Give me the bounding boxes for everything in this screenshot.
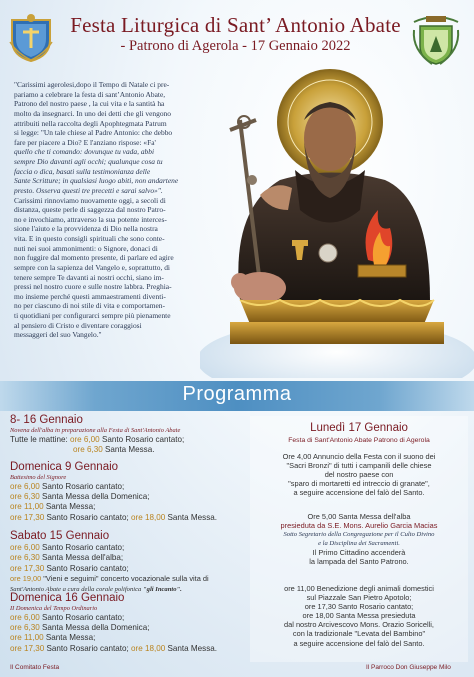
intro-line: Sante Scritture; in qualsiasi luogo abiti, non andartene: [14, 176, 179, 186]
intro-line: pariamo a celebrare la festa di sant’Antonio Abate,: [14, 89, 166, 99]
schedule-line: Sant'Antonio Abate a cura della corale polifonica "gli Incanto".: [10, 585, 182, 593]
intro-line: tenere sempre Te davanti ai nostri occhi, siano im-: [14, 272, 164, 282]
schedule-line: Tutte le mattine: ore 6,00 Santo Rosario cantato;: [10, 434, 185, 444]
paragraph-line: dal nostro Arcivescovo Mons. Orazio Soricelli,: [284, 620, 434, 630]
block-heading: Sabato 15 Gennaio: [10, 530, 110, 542]
schedule-line: ore 17,30 Santo Rosario cantato;: [10, 563, 129, 573]
schedule-line: ore 6,00 Santo Rosario cantato;: [10, 612, 125, 622]
paragraph-line: la lampada del Santo Patrono.: [309, 557, 409, 567]
block-heading: Domenica 16 Gennaio: [10, 592, 125, 604]
intro-line: mo insieme perché questi ammaestramenti diventi-: [14, 291, 166, 301]
intro-line: no per ciascuno di noi stile di vita e comportamen-: [14, 301, 165, 311]
intro-line: "Carissimi agerolesi,dopo il Tempo di Natale ci pre-: [14, 80, 170, 89]
schedule-line: ore 19,00 "Vieni e seguimi" concerto vocazionale sulla vita di: [10, 574, 209, 584]
block-note: Battesimo del Signore: [10, 474, 67, 481]
paragraph-line: Ore 4,00 Annuncio della Festa con il suono dei: [282, 452, 436, 461]
paragraph-line: Ore 5,00 Santa Messa dell'alba: [307, 512, 411, 521]
intro-line: presto. Osserva questi tre precetti e sarai salvo»".: [14, 185, 163, 195]
paragraph-line: "Sacri Bronzi" di tutti i campanili delle chiese: [286, 461, 432, 471]
feast-paragraph-dawn-mass: [250, 512, 468, 567]
intro-line: fare per piacere a Dio? E l'anziano rispose: «Fa': [14, 137, 156, 147]
intro-line: pressi nel nostro cuore e sulle nostre labbra. Preghia-: [14, 282, 172, 292]
schedule-line: ore 6,00 Santo Rosario cantato;: [10, 481, 125, 491]
intro-line: attribuiti nella raccolta degli Apophtegmata Patrum: [14, 118, 167, 128]
saint-anthony-statue-image: [200, 60, 474, 378]
block-note: Novena dell'alba in preparazione alla Festa di Sant'Antonio Abate: [10, 427, 181, 434]
schedule-line: ore 6,30 Santa Messa dell'alba;: [10, 553, 124, 563]
schedule-block-jan15: [10, 530, 260, 595]
paragraph-line: e la Disciplina dei Sacramenti.: [318, 540, 400, 548]
feast-paragraph-morning: [250, 452, 468, 497]
intro-line: Patrono del nostro paese , la cui vita e la santità ha: [14, 99, 165, 109]
intro-line: Carissimi rinnoviamo nuovamente oggi, a secoli di: [14, 195, 166, 205]
intro-line: al pensiero di Cristo e diventare coraggiosi: [14, 320, 142, 330]
intro-line: faccia o dica, basati sulla testimonianza delle: [14, 166, 151, 176]
block-heading: 8- 16 Gennaio: [10, 414, 83, 426]
paragraph-line: Sotto Segretario della Congregazione per il Culto Divino: [283, 531, 435, 539]
intro-line: distanza, queste perle di saggezza dal nostro Patro-: [14, 205, 166, 215]
schedule-line: ore 11,00 Santa Messa;: [10, 633, 96, 643]
intro-text: [14, 80, 204, 370]
schedule-line: ore 11,00 Santa Messa;: [10, 502, 96, 512]
paragraph-line: sul Piazzale San Pietro Apotolo;: [306, 593, 412, 603]
paragraph-line: ore 11,00 Benedizione degli animali domestici: [284, 584, 434, 593]
footer-parish-priest: Il Parroco Don Giuseppe Milo: [366, 664, 451, 671]
paragraph-line: con la tradizionale "Levata del Bambino": [292, 629, 426, 639]
intro-line: nuti nei suoi ammonimenti: o Signore, donaci di: [14, 243, 158, 253]
intro-line: vita. E in questo consigli spirituali che sono conte-: [14, 234, 165, 243]
intro-line: sempre con la sapienza del Vangelo e, soprattutto, di: [14, 262, 171, 272]
schedule-line: ore 6,00 Santo Rosario cantato;: [10, 543, 125, 552]
intro-line: ti quotidiani per configurarci sempre più pienamente: [14, 311, 171, 320]
intro-line: no e invochiamo, attraverso la sua potente interces-: [14, 214, 167, 224]
municipal-crest-icon: [410, 10, 462, 66]
paragraph-line: "sparo di mortaretti ed intreccio di granate",: [288, 479, 430, 489]
intro-line: si legge: "Un tale chiese al Padre Antonio: che debbo: [14, 128, 173, 138]
paragraph-line: presieduta da S.E. Mons. Aurelio Garcia Macias: [280, 521, 438, 531]
schedule-line: ore 6,30 Santa Messa della Domenica;: [10, 491, 150, 501]
schedule-line: ore 6,30 Santa Messa.: [73, 444, 155, 454]
schedule-block-novena: [10, 414, 260, 455]
programma-title: Programma: [182, 383, 292, 405]
paragraph-line: a seguire accensione del falò del Santo.: [293, 638, 425, 648]
intro-line: sempre Dio davanti agli occhi; qualunque cosa tu: [14, 157, 163, 166]
paragraph-line: Il Primo Cittadino accenderà: [312, 548, 406, 558]
feast-day-subheading: Festa di Sant'Antonio Abate Patrono di Agerola: [288, 437, 430, 444]
intro-line: non fuggire dal momento presente, di parlare ed agire: [14, 253, 174, 263]
paragraph-line: a seguire accensione del falò del Santo.: [293, 488, 425, 498]
page-subtitle: - Patrono di Agerola - 17 Gennaio 2022: [120, 38, 351, 54]
intro-line: molto da insegnarci. In uno dei detti che gli vengono: [14, 108, 171, 118]
paragraph-line: ore 17,30 Santo Rosario cantato;: [304, 602, 414, 612]
schedule-block-jan9: [10, 461, 260, 523]
feast-day-heading: Lunedì 17 Gennaio: [310, 422, 408, 434]
intro-line: quello che ti comando: dovunque tu vada, abbi: [14, 147, 155, 157]
feast-paragraph-afternoon: [250, 584, 468, 648]
block-heading: Domenica 9 Gennaio: [10, 461, 119, 473]
intro-line: messaggeri del suo Vangelo.": [14, 330, 102, 340]
paragraph-line: ore 18,00 Santa Messa presieduta: [302, 611, 416, 621]
schedule-block-jan16: [10, 592, 260, 654]
page-title: Festa Liturgica di Sant’ Antonio Abate: [70, 13, 401, 37]
schedule-line: ore 6,30 Santa Messa della Domenica;: [10, 622, 150, 632]
footer-committee: Il Comitato Festa: [10, 664, 60, 671]
intro-line: sione l'aiuto e la provvidenza di Dio nella nostra: [14, 224, 158, 234]
schedule-line: ore 17,30 Santo Rosario cantato; ore 18,00 Santa Messa.: [10, 643, 217, 653]
block-note: II Domenica del Tempo Ordinario: [10, 605, 98, 612]
schedule-line: ore 17,30 Santo Rosario cantato; ore 18,00 Santa Messa.: [10, 512, 217, 522]
parish-coat-of-arms-icon: [8, 12, 54, 62]
paragraph-line: del nostro paese con: [324, 470, 394, 480]
